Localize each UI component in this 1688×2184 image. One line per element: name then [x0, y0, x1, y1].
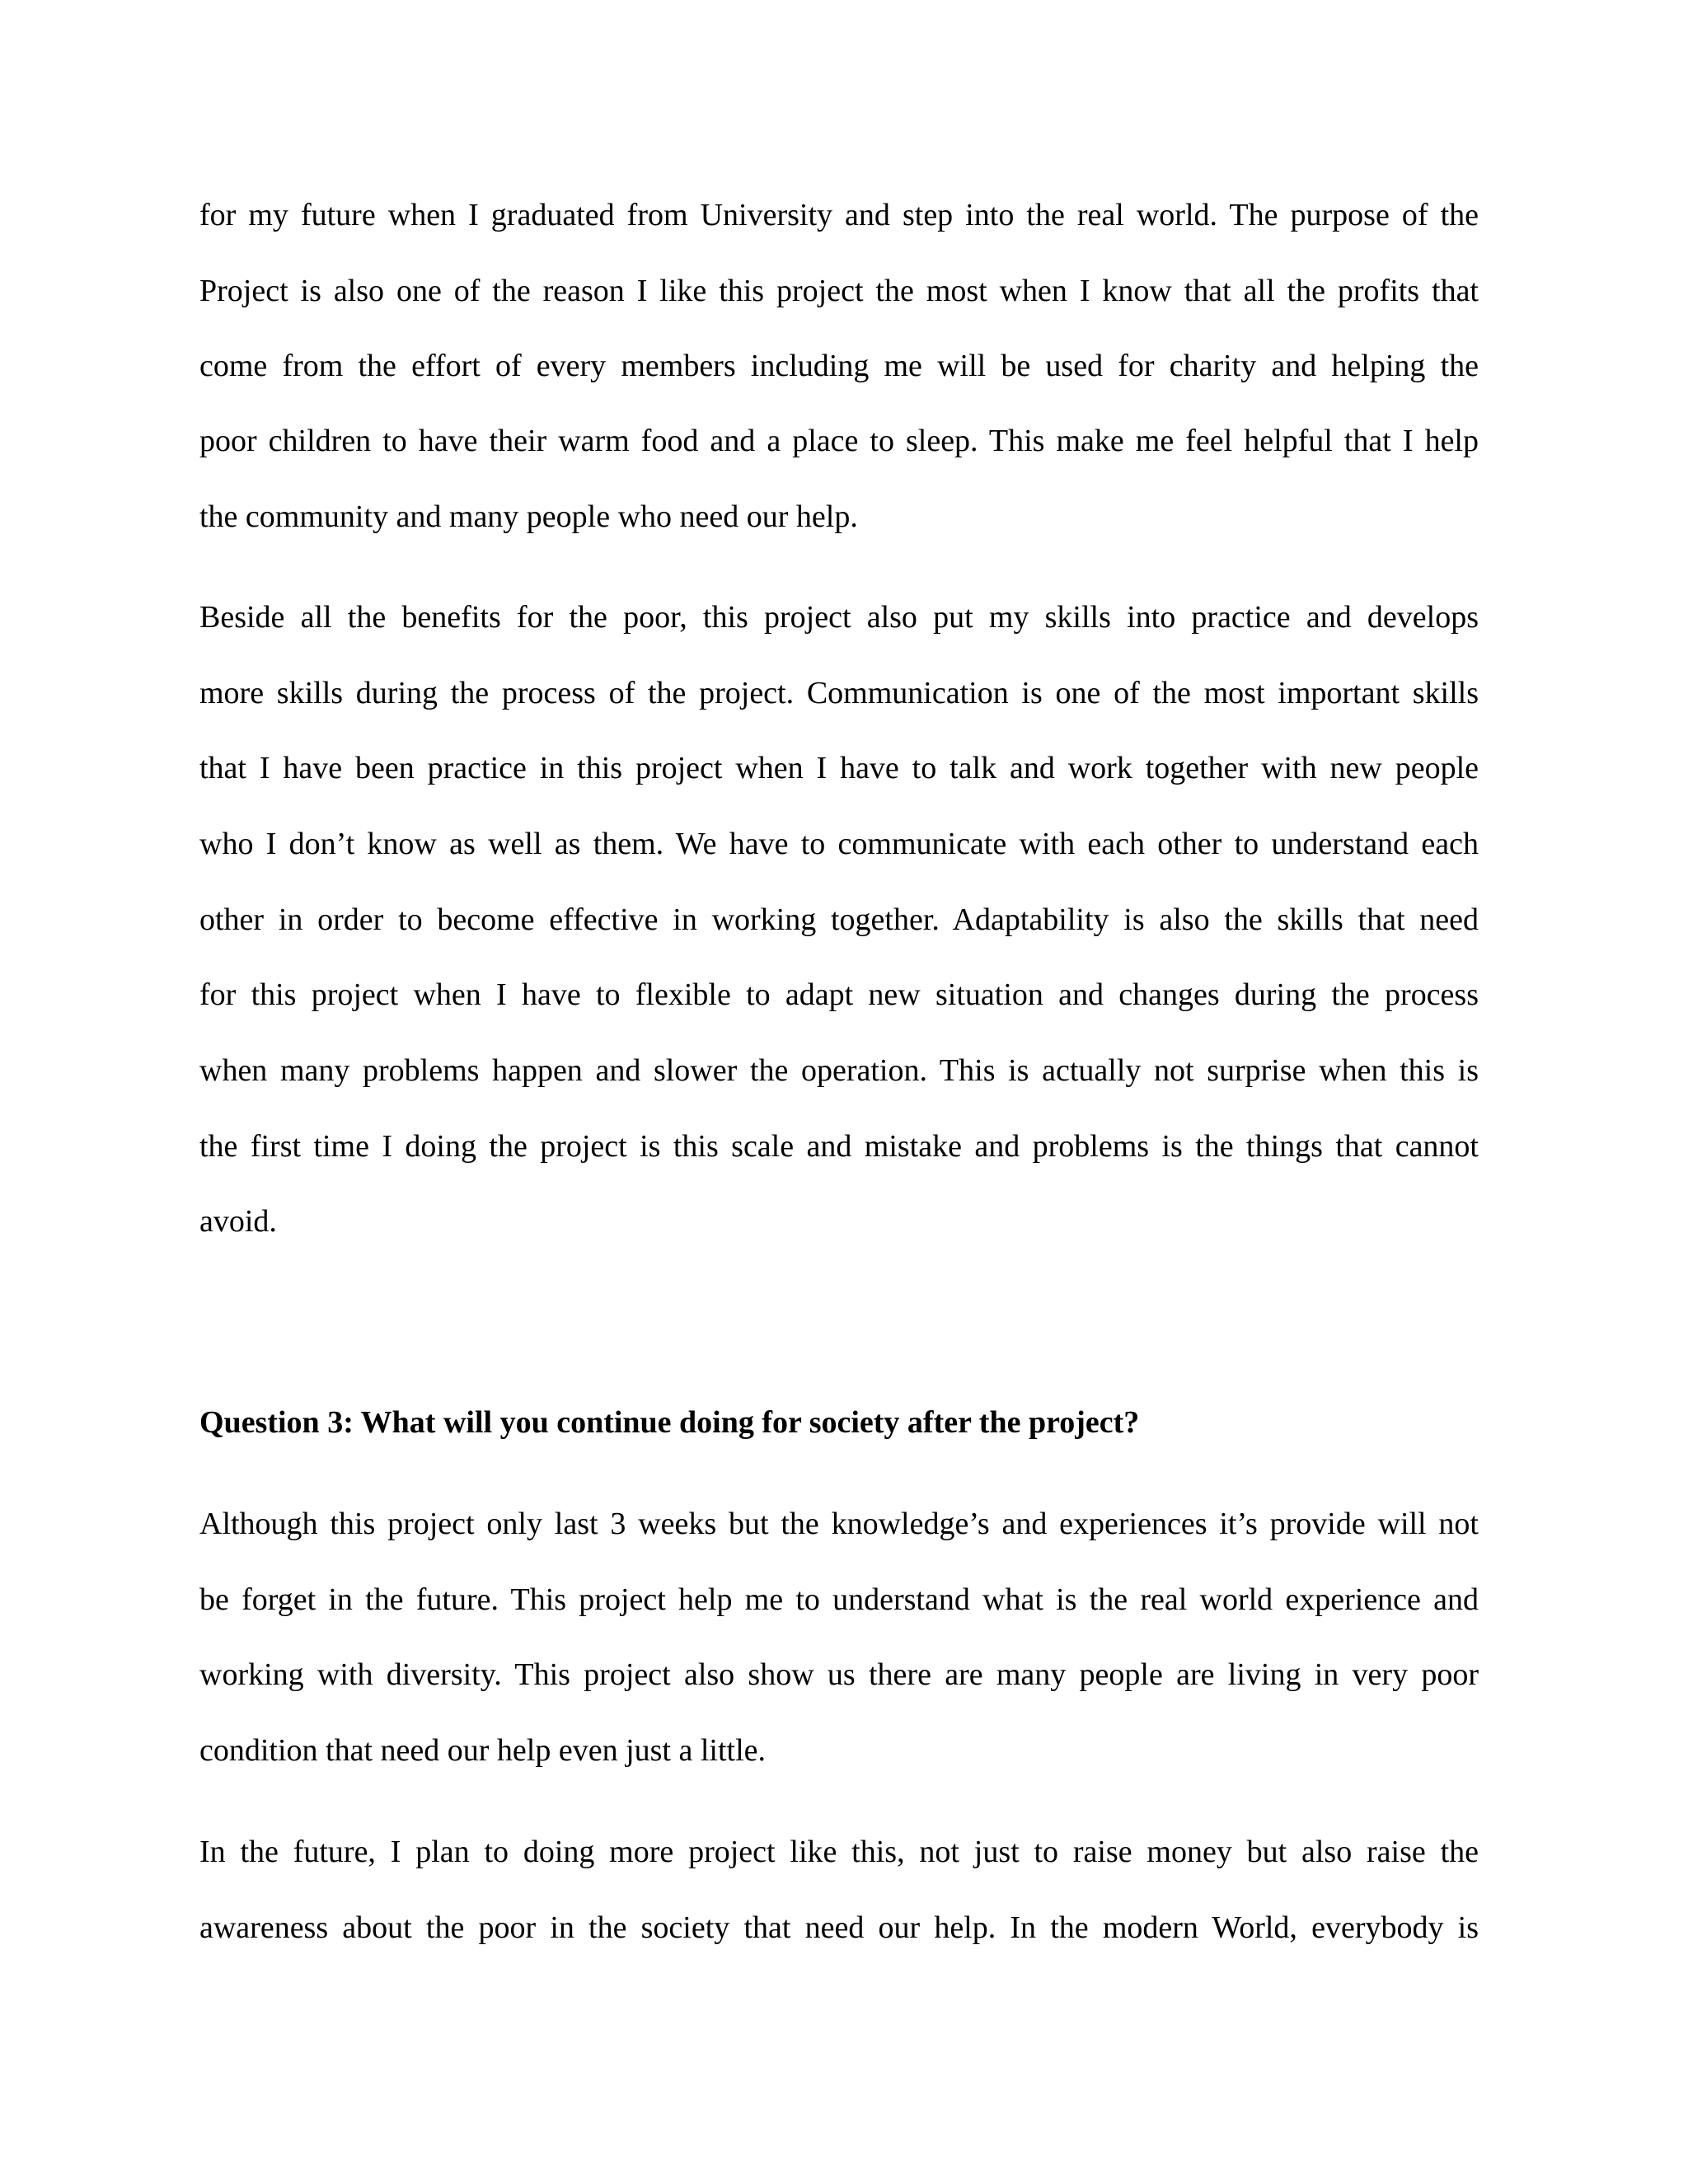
text-line: that I have been practice in this project when I have to talk and work together with new people — [199, 751, 1479, 785]
text-line: who I don’t know as well as them. We have to communicate with each other to understand each — [199, 827, 1479, 861]
text-line: awareness about the poor in the society that need our help. In the modern World, everybody is — [199, 1910, 1479, 1945]
text-line: when many problems happen and slower the operation. This is actually not surprise when this is — [199, 1053, 1479, 1088]
text-line: the community and many people who need our help. — [199, 499, 858, 534]
text-line: In the future, I plan to doing more project like this, not just to raise money but also raise the — [199, 1835, 1479, 1869]
text-line: working with diversity. This project also show us there are many people are living in very poor — [199, 1657, 1479, 1692]
text-line: be forget in the future. This project help me to understand what is the real world experience and — [199, 1582, 1479, 1617]
text-line: the first time I doing the project is this scale and mistake and problems is the things that cannot — [199, 1129, 1479, 1164]
text-line: for my future when I graduated from University and step into the real world. The purpose of the — [199, 198, 1479, 232]
text-line: other in order to become effective in working together. Adaptability is also the skills that need — [199, 902, 1479, 937]
text-line: avoid. — [199, 1204, 277, 1239]
text-line: come from the effort of every members including me will be used for charity and helping the — [199, 349, 1479, 383]
text-line: Project is also one of the reason I like this project the most when I know that all the profits that — [199, 274, 1479, 308]
text-line: more skills during the process of the project. Communication is one of the most important skills — [199, 676, 1479, 710]
question-heading: Question 3: What will you continue doing for society after the project? — [199, 1405, 1140, 1440]
text-line: Beside all the benefits for the poor, this project also put my skills into practice and develops — [199, 600, 1479, 635]
text-line: for this project when I have to flexible to adapt new situation and changes during the process — [199, 977, 1479, 1012]
text-line: poor children to have their warm food and a place to sleep. This make me feel helpful that I help — [199, 424, 1479, 458]
text-line: Although this project only last 3 weeks but the knowledge’s and experiences it’s provide will not — [199, 1507, 1479, 1541]
text-line: condition that need our help even just a little. — [199, 1733, 766, 1768]
